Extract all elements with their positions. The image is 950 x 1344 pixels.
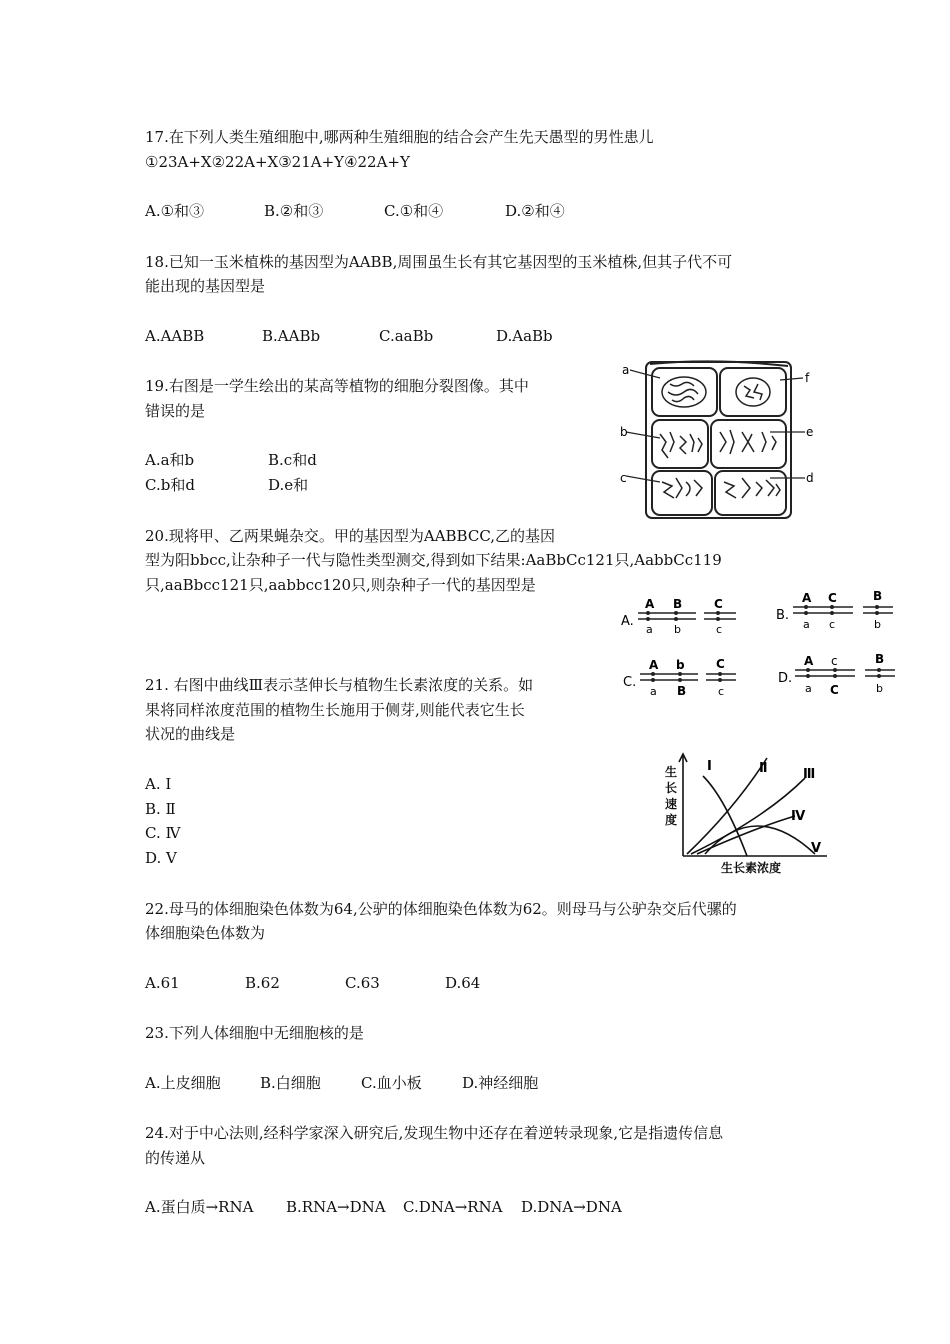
choice-d-letter: D.	[778, 671, 793, 686]
q20-stem-line2: 型为阳bbcc,让杂种子一代与隐性类型测交,得到如下结果:AaBbCc121只,AabbCc119	[145, 551, 722, 569]
q23-option-a: A.上皮细胞	[145, 1074, 221, 1092]
choice-c-bottom-3: c	[718, 685, 725, 698]
choice-b-top-3: B	[873, 589, 883, 603]
q20-stem-line3: 只,aaBbcc121只,aabbcc120只,则杂种子一代的基因型是	[145, 576, 536, 594]
fig19-label-b: b	[620, 425, 628, 439]
choice-c-chromosomes	[623, 657, 736, 698]
q19-option-a: A.a和b	[145, 451, 195, 469]
choice-c-top-3: C	[716, 657, 725, 671]
q22-option-c: C.63	[345, 974, 380, 992]
q23-option-d: D.神经细胞	[462, 1074, 539, 1092]
choice-b-chromosomes	[776, 589, 893, 631]
q22-option-b: B.62	[245, 974, 280, 992]
growth-rate-graph	[655, 748, 835, 878]
q21-option-a: A. Ⅰ	[145, 775, 172, 793]
q19-option-c: C.b和d	[145, 476, 195, 494]
curve-4-label: Ⅳ	[791, 809, 806, 824]
curve-4	[697, 816, 795, 854]
q17-stem-line1: 17.在下列人类生殖细胞中,哪两种生殖细胞的结合会产生先天愚型的男性患儿	[145, 128, 654, 146]
choice-a-bottom-2: b	[674, 623, 681, 636]
q18-option-b: B.AABb	[262, 327, 321, 345]
q24-stem-line1: 24.对于中心法则,经科学家深入研究后,发现生物中还存在着逆转录现象,它是指遗传信息	[145, 1124, 724, 1142]
choice-b-bottom-3: b	[874, 618, 881, 631]
choice-d-top-1: A	[804, 654, 814, 668]
y-axis-label-char: 长	[665, 781, 678, 795]
q17-option-a: A.①和③	[145, 202, 205, 220]
choice-a-bottom-1: a	[646, 623, 653, 636]
choice-d-top-3: B	[875, 652, 885, 666]
q18-option-a: A.AABB	[145, 327, 205, 345]
choice-b-bottom-2: c	[829, 618, 836, 631]
choice-c-letter: C.	[623, 675, 637, 690]
choice-b-bottom-1: a	[803, 618, 810, 631]
choice-a-letter: A.	[621, 614, 634, 629]
x-axis-label: 生长素浓度	[721, 861, 782, 875]
q24-option-d: D.DNA→DNA	[521, 1198, 622, 1216]
choice-c-bottom-2: B	[677, 684, 687, 698]
fig19-label-d: d	[806, 471, 814, 485]
q24-option-b: B.RNA→DNA	[286, 1198, 386, 1216]
curve-3	[691, 778, 805, 854]
q23-option-c: C.血小板	[361, 1074, 422, 1092]
choice-d-bottom-3: b	[876, 682, 883, 695]
q21-option-d: D. Ⅴ	[145, 849, 177, 867]
choice-d-chromosomes	[778, 652, 895, 697]
q17-option-b: B.②和③	[264, 202, 324, 220]
q17-option-c: C.①和④	[384, 202, 444, 220]
q23-stem-line1: 23.下列人体细胞中无细胞核的是	[145, 1024, 364, 1042]
curve-5-label: V	[811, 841, 822, 856]
y-axis-label-char: 生	[665, 765, 678, 779]
y-axis-label-char: 速	[665, 797, 678, 811]
q18-option-d: D.AaBb	[496, 327, 553, 345]
q22-stem-line2: 体细胞染色体数为	[145, 924, 266, 942]
q18-option-c: C.aaBb	[379, 327, 434, 345]
q19-option-d: D.e和	[268, 476, 309, 494]
q18-stem-line1: 18.已知一玉米植株的基因型为AABB,周围虽生长有其它基因型的玉米植株,但其子代不可	[145, 253, 733, 271]
curve-2	[687, 758, 767, 854]
q22-option-a: A.61	[145, 974, 180, 992]
choice-d-bottom-1: a	[805, 682, 812, 695]
y-axis-label-char: 度	[665, 813, 678, 827]
y-axis-label	[665, 764, 677, 827]
choice-d-top-2: c	[831, 654, 838, 668]
choice-a-top-2: B	[673, 597, 683, 611]
q22-stem-line1: 22.母马的体细胞染色体数为64,公驴的体细胞染色体数为62。则母马与公驴杂交后代骡的	[145, 900, 737, 918]
q17-option-d: D.②和④	[505, 202, 565, 220]
q21-stem-line3: 状况的曲线是	[145, 725, 236, 743]
curve-3-label: Ⅲ	[803, 767, 816, 782]
q19-stem-line1: 19.右图是一学生绘出的某高等植物的细胞分裂图像。其中	[145, 377, 529, 395]
q21-option-c: C. Ⅳ	[145, 824, 181, 842]
fig19-label-f: f	[805, 371, 810, 385]
q21-stem-line1: 21. 右图中曲线Ⅲ表示茎伸长与植物生长素浓度的关系。如	[145, 676, 534, 694]
curve-2-label: Ⅱ	[759, 761, 768, 776]
choice-b-letter: B.	[776, 608, 790, 623]
fig19-label-a: a	[622, 363, 630, 377]
q22-option-d: D.64	[445, 974, 481, 992]
q24-option-a: A.蛋白质→RNA	[145, 1198, 254, 1216]
q21-option-b: B. Ⅱ	[145, 800, 176, 818]
choice-a-bottom-3: c	[716, 623, 723, 636]
choice-c-top-1: A	[649, 658, 659, 672]
q17-stem-line2: ①23A+X②22A+X③21A+Y④22A+Y	[145, 153, 410, 171]
choice-a-chromosomes	[621, 597, 736, 636]
choice-a-top-3: C	[714, 597, 723, 611]
chromosome-choices-figure	[618, 588, 908, 708]
q24-option-c: C.DNA→RNA	[403, 1198, 503, 1216]
choice-c-bottom-1: a	[650, 685, 657, 698]
curve-5	[705, 826, 815, 854]
curve-1-label: I	[707, 759, 712, 774]
choice-b-top-2: C	[828, 591, 837, 605]
choice-a-top-1: A	[645, 597, 655, 611]
q18-stem-line2: 能出现的基因型是	[145, 277, 266, 295]
q19-stem-line2: 错误的是	[145, 402, 206, 420]
q19-option-b: B.c和d	[268, 451, 317, 469]
fig19-label-c: c	[620, 471, 627, 485]
choice-c-top-2: b	[676, 658, 685, 672]
q23-option-b: B.白细胞	[260, 1074, 321, 1092]
choice-b-top-1: A	[802, 591, 812, 605]
choice-d-bottom-2: C	[830, 683, 839, 697]
q24-stem-line2: 的传递从	[145, 1149, 206, 1167]
q20-stem-line1: 20.现将甲、乙两果蝇杂交。甲的基因型为AABBCC,乙的基因	[145, 527, 556, 545]
fig19-label-e: e	[806, 425, 814, 439]
cell-division-figure	[620, 358, 815, 523]
q21-stem-line2: 果将同样浓度范围的植物生长施用于侧芽,则能代表它生长	[145, 701, 525, 719]
